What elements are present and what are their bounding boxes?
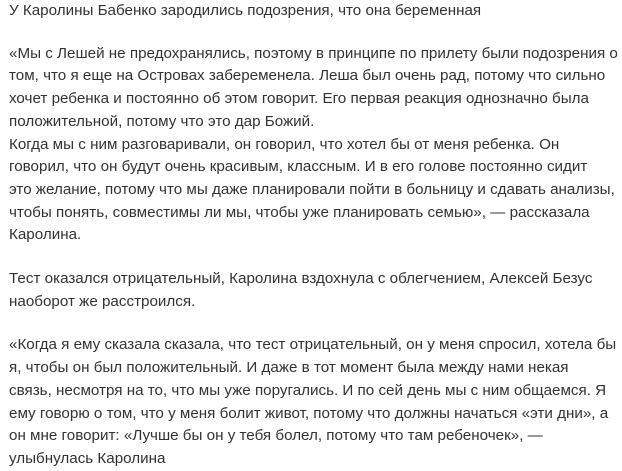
lead-paragraph: У Каролины Бабенко зародились подозрения, что она беременная: [9, 2, 482, 19]
quote-paragraph-1: «Мы с Лешей не предохранялись, поэтому в принципе по прилету были подозрения о том, что я еще на Островах забеременела. Леша был очень рад, потому что сильно хочет ребенка и постоянно об этом говорит. Его первая реакция однозначно была положительной, потому что это дар Божий. Когда мы с ним разговаривали, он говорил, что хотел бы от меня ребенка. Он говорил, что он будут очень красивым, классным. И в его голове постоянно сидит это желание, потому что мы даже планировали пойти в больницу и сдавать анализы, чтобы понять, совместимы ли мы, чтобы уже планировать семью», — рассказала Каролина.: [9, 44, 618, 244]
narration-paragraph: Тест оказался отрицательный, Каролина вздохнула с облегчением, Алексей Безус наоборот же расстроился.: [9, 270, 593, 310]
article-body: [9, 0, 619, 471]
quote-paragraph-2: «Когда я ему сказала сказала, что тест отрицательный, он у меня спросил, хотела бы я, чтобы он был положительный. И даже в тот момент была между нами некая связь, несмотря на то, что мы уже поругались. И по сей день мы с ним общаемся. Я ему говорю о том, что у меня болит живот, потому что должны начаться «эти дни», а он мне говорит: «Лучше бы он у тебя болел, потому что там ребеночек», — улыбнулась Каролина: [9, 336, 617, 467]
